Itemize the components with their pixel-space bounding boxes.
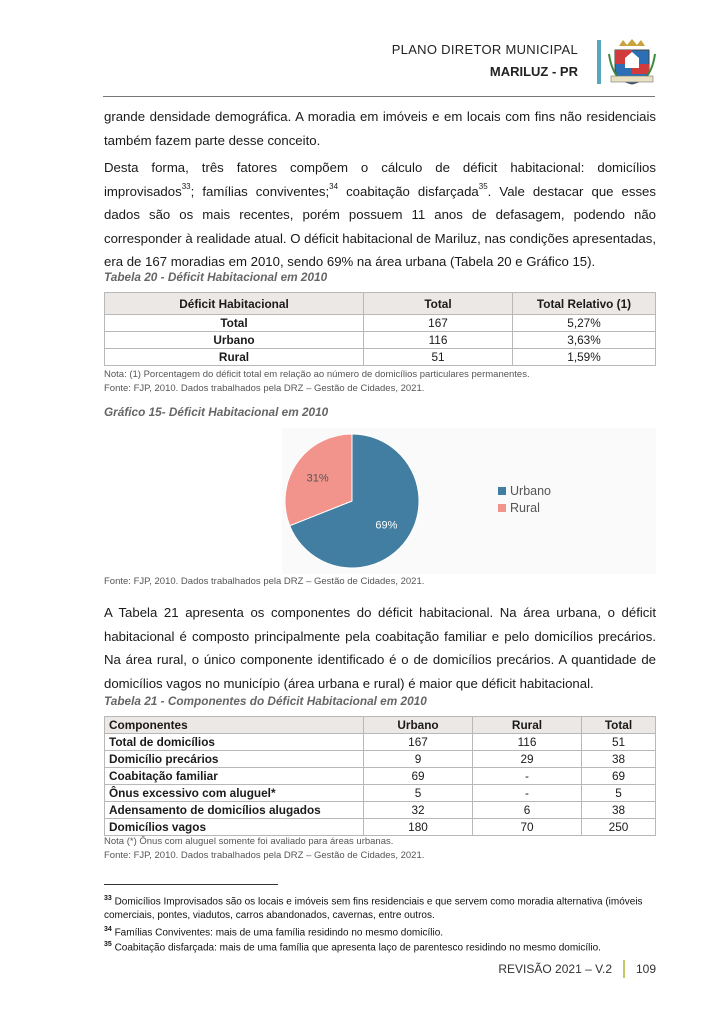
table-row: Rural 51 1,59% <box>105 349 656 366</box>
table21-source: Fonte: FJP, 2010. Dados trabalhados pela DRZ – Gestão de Cidades, 2021. <box>104 850 425 861</box>
paragraph-intro: grande densidade demográfica. A moradia em imóveis e em locais com fins não residenciais também fazem parte desse conceito. <box>104 109 656 148</box>
table21-caption: Tabela 21 - Componentes do Déficit Habitacional em 2010 <box>104 694 427 708</box>
table21 <box>104 716 656 836</box>
header-accent-bar <box>597 40 601 84</box>
table-row: Coabitação familiar 69 - 69 <box>105 768 656 785</box>
paragraph-components: A Tabela 21 apresenta os componentes do déficit habitacional. Na área urbana, o déficit habitacional é composto principalmente pela coabitação familiar e pelo domicílios precários. Na área rural, o único componente identificado é o de domicílios precários. A quantidade de domicílios vagos no município (área urbana e rural) é maior que déficit habitacional. <box>104 605 656 691</box>
footnote-35: $^{35}$ Coabitação disfarçada: mais de uma família que apresenta laço de parentesco residindo no mesmo domicílio. <box>104 941 601 954</box>
legend-label: Rural <box>510 500 540 515</box>
pie-chart <box>282 428 432 574</box>
table20-source: Fonte: FJP, 2010. Dados trabalhados pela DRZ – Gestão de Cidades, 2021. <box>104 383 425 394</box>
table21-note: Nota (*) Ônus com aluguel somente foi avaliado para áreas urbanas. <box>104 836 394 847</box>
paragraph-deficit-factors: Desta forma, três fatores compõem o cálculo de déficit habitacional: domicílios improvisados$^{33}$; famílias conviventes;$^{34}$ coabitação disfarçada$^{35}$. Vale destacar que esses dados são os mais recentes, porém possuem 11 anos de defasagem, podendo não corresponder à realidade atual. O déficit habitacional de Mariluz, nas condições apresentadas, era de 167 moradias em 2010, sendo 69% na área urbana (Tabela 20 e Gráfico 15). <box>104 160 657 269</box>
footnote-33: $^{33}$ Domicílios Improvisados são os locais e imóveis sem fins residenciais e que servem como moradia alternativa (imóveis comerciais, pontes, viadutos, carros abandonados, cavernas, entre outros. <box>104 895 643 922</box>
table-row: Adensamento de domicílios alugados 32 6 38 <box>105 802 656 819</box>
table21-header: Rural <box>473 717 582 734</box>
table20 <box>104 292 656 366</box>
footnote-34: $^{34}$ Famílias Conviventes: mais de uma família residindo no mesmo domicílio. <box>104 926 444 939</box>
table-row: Domicílios vagos 180 70 250 <box>105 819 656 836</box>
footnote-divider <box>104 884 278 885</box>
table21-header: Urbano <box>364 717 473 734</box>
table20-header: Déficit Habitacional <box>105 293 364 315</box>
chart15-area <box>282 428 656 574</box>
header-divider <box>103 96 655 97</box>
legend-swatch <box>498 487 506 495</box>
legend-item <box>498 482 551 499</box>
table-row: Ônus excessivo com aluguel* 5 - 5 <box>105 785 656 802</box>
page-number: 109 <box>636 962 657 976</box>
pie-data-label: 31% <box>306 472 329 485</box>
table21-header: Componentes <box>105 717 364 734</box>
table-row: Domicílio precários 9 29 38 <box>105 751 656 768</box>
table20-note: Nota: (1) Porcentagem do déficit total em relação ao número de domicílios particulares permanentes. <box>104 369 530 380</box>
table20-header: Total <box>364 293 513 315</box>
table20-header: Total Relativo (1) <box>513 293 656 315</box>
footer-revision: REVISÃO 2021 – V.2 <box>498 962 612 976</box>
legend-item <box>498 499 551 516</box>
header-city: MARILUZ - PR <box>489 64 578 79</box>
table21-header: Total <box>582 717 656 734</box>
table-row: Urbano 116 3,63% <box>105 332 656 349</box>
footer-divider <box>623 960 625 978</box>
footnote-ref-34[interactable]: 34 <box>329 182 339 192</box>
municipal-crest-icon <box>607 38 657 86</box>
table-row: Total 167 5,27% <box>105 315 656 332</box>
legend-label: Urbano <box>510 483 551 498</box>
footnote-ref-33[interactable]: 33 <box>181 182 191 192</box>
chart-legend <box>498 482 551 516</box>
chart15-caption: Gráfico 15- Déficit Habitacional em 2010 <box>104 405 329 419</box>
chart15-source: Fonte: FJP, 2010. Dados trabalhados pela DRZ – Gestão de Cidades, 2021. <box>104 576 425 587</box>
legend-swatch <box>498 504 506 512</box>
header-title: PLANO DIRETOR MUNICIPAL <box>391 42 578 57</box>
footnote-ref-35[interactable]: 35 <box>478 182 488 192</box>
table-row: Total de domicílios 167 116 51 <box>105 734 656 751</box>
table20-caption: Tabela 20 - Déficit Habitacional em 2010 <box>104 270 328 284</box>
pie-data-label: 69% <box>375 519 398 532</box>
